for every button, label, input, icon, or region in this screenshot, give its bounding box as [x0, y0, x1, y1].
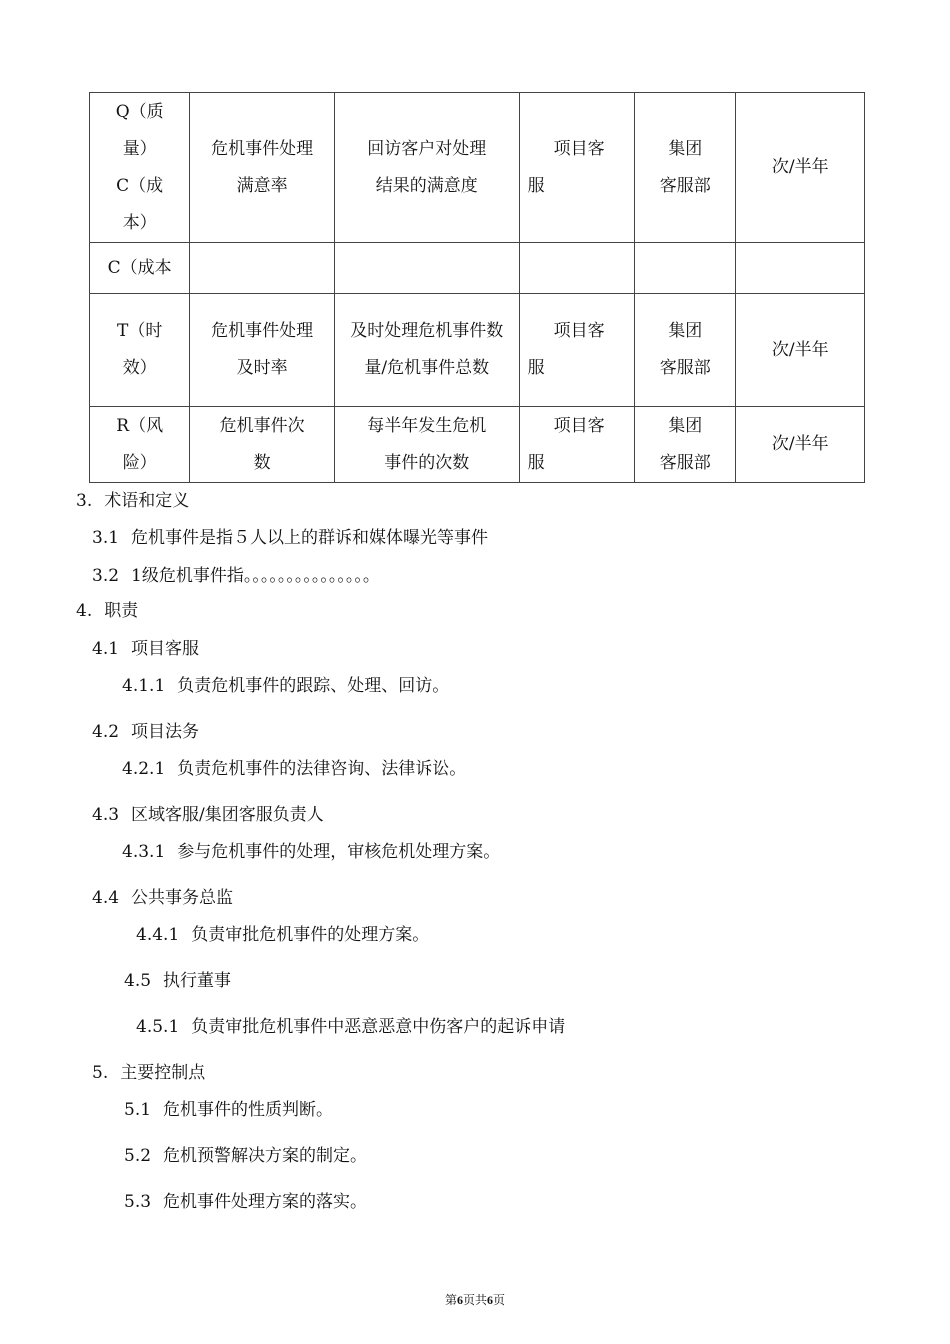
section-line: [92, 721, 199, 743]
kpi-table: [89, 92, 865, 483]
section-line: [92, 565, 380, 587]
section-text: 危机事件是指５人以上的群诉和媒体曝光等事件: [131, 528, 489, 548]
section-text: 项目客服: [131, 639, 200, 659]
cell-line: 项目客: [553, 321, 605, 341]
cell-line: 量）: [122, 138, 157, 159]
dimension-cell: [90, 407, 190, 483]
cell-line: 事件的次数: [384, 452, 470, 473]
section-text: 负责审批危机事件的处理方案。: [191, 925, 430, 945]
cell-line: R（风: [116, 415, 164, 436]
section-text: 主要控制点: [120, 1063, 206, 1083]
section-number: 4.5: [124, 971, 152, 991]
cell-line: Q（质: [115, 101, 164, 122]
section-number: 4.4: [92, 888, 120, 908]
section-text: 负责审批危机事件中恶意恶意中伤客户的起诉申请: [191, 1017, 566, 1037]
section-line: [92, 887, 233, 909]
table-row: [90, 294, 865, 407]
definition-cell: [334, 93, 519, 243]
section-number: 4.4.1: [136, 925, 180, 945]
table-row: [90, 93, 865, 243]
section-number: 5.1: [124, 1100, 152, 1120]
indicator-cell: [190, 294, 335, 407]
assessor-cell: [635, 243, 736, 294]
section-line: [92, 1062, 205, 1084]
section-number: 4.5.1: [136, 1017, 180, 1037]
section-text: 负责危机事件的跟踪、处理、回访。: [177, 676, 450, 696]
section-line: [92, 527, 488, 549]
section-line: [122, 841, 500, 863]
section-number: 4.3.1: [122, 842, 166, 862]
section-line: [136, 924, 429, 946]
section-number: 5.3: [124, 1192, 152, 1212]
owner-cell: [519, 407, 634, 483]
section-line: [122, 675, 449, 697]
section-number: 3.2: [92, 566, 120, 586]
cell-line: 数: [253, 452, 271, 473]
cell-line: 集团: [668, 138, 703, 159]
table-row: [90, 243, 865, 294]
section-text: 术语和定义: [104, 491, 190, 511]
section-number: 4.3: [92, 805, 120, 825]
cell-line: C（成: [116, 175, 164, 196]
section-number: 4.1.1: [122, 676, 166, 696]
cell-line: C（成本: [107, 257, 172, 278]
cell-line: 及时率: [236, 358, 288, 378]
section-number: 5.: [92, 1063, 109, 1083]
section-number: 4.2.1: [122, 759, 166, 779]
section-number: 5.2: [124, 1146, 152, 1166]
dimension-cell: [90, 93, 190, 243]
section-line: [124, 1145, 367, 1167]
cell-line: 危机事件处理: [211, 321, 314, 341]
section-line: [92, 804, 324, 826]
section-text: 区域客服/集团客服负责人: [131, 805, 324, 825]
assessor-cell: [635, 93, 736, 243]
cell-line: 集团: [668, 415, 703, 436]
section-text: 公共事务总监: [131, 888, 234, 908]
section-text: 负责危机事件的法律咨询、法律诉讼。: [177, 759, 467, 779]
section-number: 3.1: [92, 528, 120, 548]
owner-cell: [519, 93, 634, 243]
section-line: [124, 970, 231, 992]
cell-line: 回访客户对处理: [367, 138, 487, 159]
section-line: [76, 600, 138, 622]
cell-line: 量/危机事件总数: [364, 358, 490, 378]
cell-line: 客服部: [659, 358, 711, 378]
owner-cell: [519, 243, 634, 294]
section-number: 4.2: [92, 722, 120, 742]
frequency-cell: 次/半年: [736, 407, 865, 483]
indicator-cell: [190, 93, 335, 243]
cell-line: 结果的满意度: [375, 175, 478, 196]
definition-cell: [334, 294, 519, 407]
section-text: 1级危机事件指。。。。。。。。。。。。。。。: [131, 566, 380, 586]
assessor-cell: [635, 294, 736, 407]
section-text: 项目法务: [131, 722, 200, 742]
section-number: 4.: [76, 601, 93, 621]
frequency-cell: 次/半年: [736, 294, 865, 407]
section-number: 4.1: [92, 639, 120, 659]
section-text: 危机预警解决方案的制定。: [163, 1146, 368, 1166]
definition-cell: [334, 407, 519, 483]
cell-line: 集团: [668, 321, 703, 341]
cell-line: 及时处理危机事件数: [350, 321, 504, 341]
table-row: [90, 407, 865, 483]
assessor-cell: [635, 407, 736, 483]
section-line: [136, 1016, 565, 1038]
cell-line: 服: [527, 452, 545, 473]
cell-line: 项目客: [553, 415, 605, 436]
cell-line: 效）: [122, 358, 157, 378]
section-number: 3.: [76, 491, 93, 511]
cell-line: 危机事件处理: [211, 138, 314, 159]
dimension-cell: [90, 243, 190, 294]
section-text: 危机事件的性质判断。: [163, 1100, 334, 1120]
owner-cell: [519, 294, 634, 407]
section-text: 参与危机事件的处理，审核危机处理方案。: [177, 842, 501, 862]
section-line: [124, 1099, 333, 1121]
frequency-cell: 次/半年: [736, 93, 865, 243]
indicator-cell: [190, 243, 335, 294]
section-text: 危机事件处理方案的落实。: [163, 1192, 368, 1212]
cell-line: T（时: [117, 321, 163, 341]
section-line: [92, 638, 199, 660]
section-line: [122, 758, 466, 780]
cell-line: 满意率: [236, 175, 288, 196]
indicator-cell: [190, 407, 335, 483]
cell-line: 服: [527, 175, 545, 196]
cell-line: 服: [527, 358, 545, 378]
section-line: [76, 490, 189, 512]
cell-line: 险）: [122, 452, 157, 473]
section-text: 执行董事: [163, 971, 232, 991]
cell-line: 项目客: [553, 138, 605, 159]
definition-cell: [334, 243, 519, 294]
cell-line: 本）: [122, 212, 157, 233]
dimension-cell: [90, 294, 190, 407]
section-text: 职责: [104, 601, 139, 621]
section-line: [124, 1191, 367, 1213]
page-footer: 第6页共6页: [444, 1293, 506, 1307]
frequency-cell: [736, 243, 865, 294]
cell-line: 客服部: [659, 175, 711, 196]
cell-line: 客服部: [659, 452, 711, 473]
cell-line: 危机事件次: [219, 415, 305, 436]
cell-line: 每半年发生危机: [367, 415, 487, 436]
